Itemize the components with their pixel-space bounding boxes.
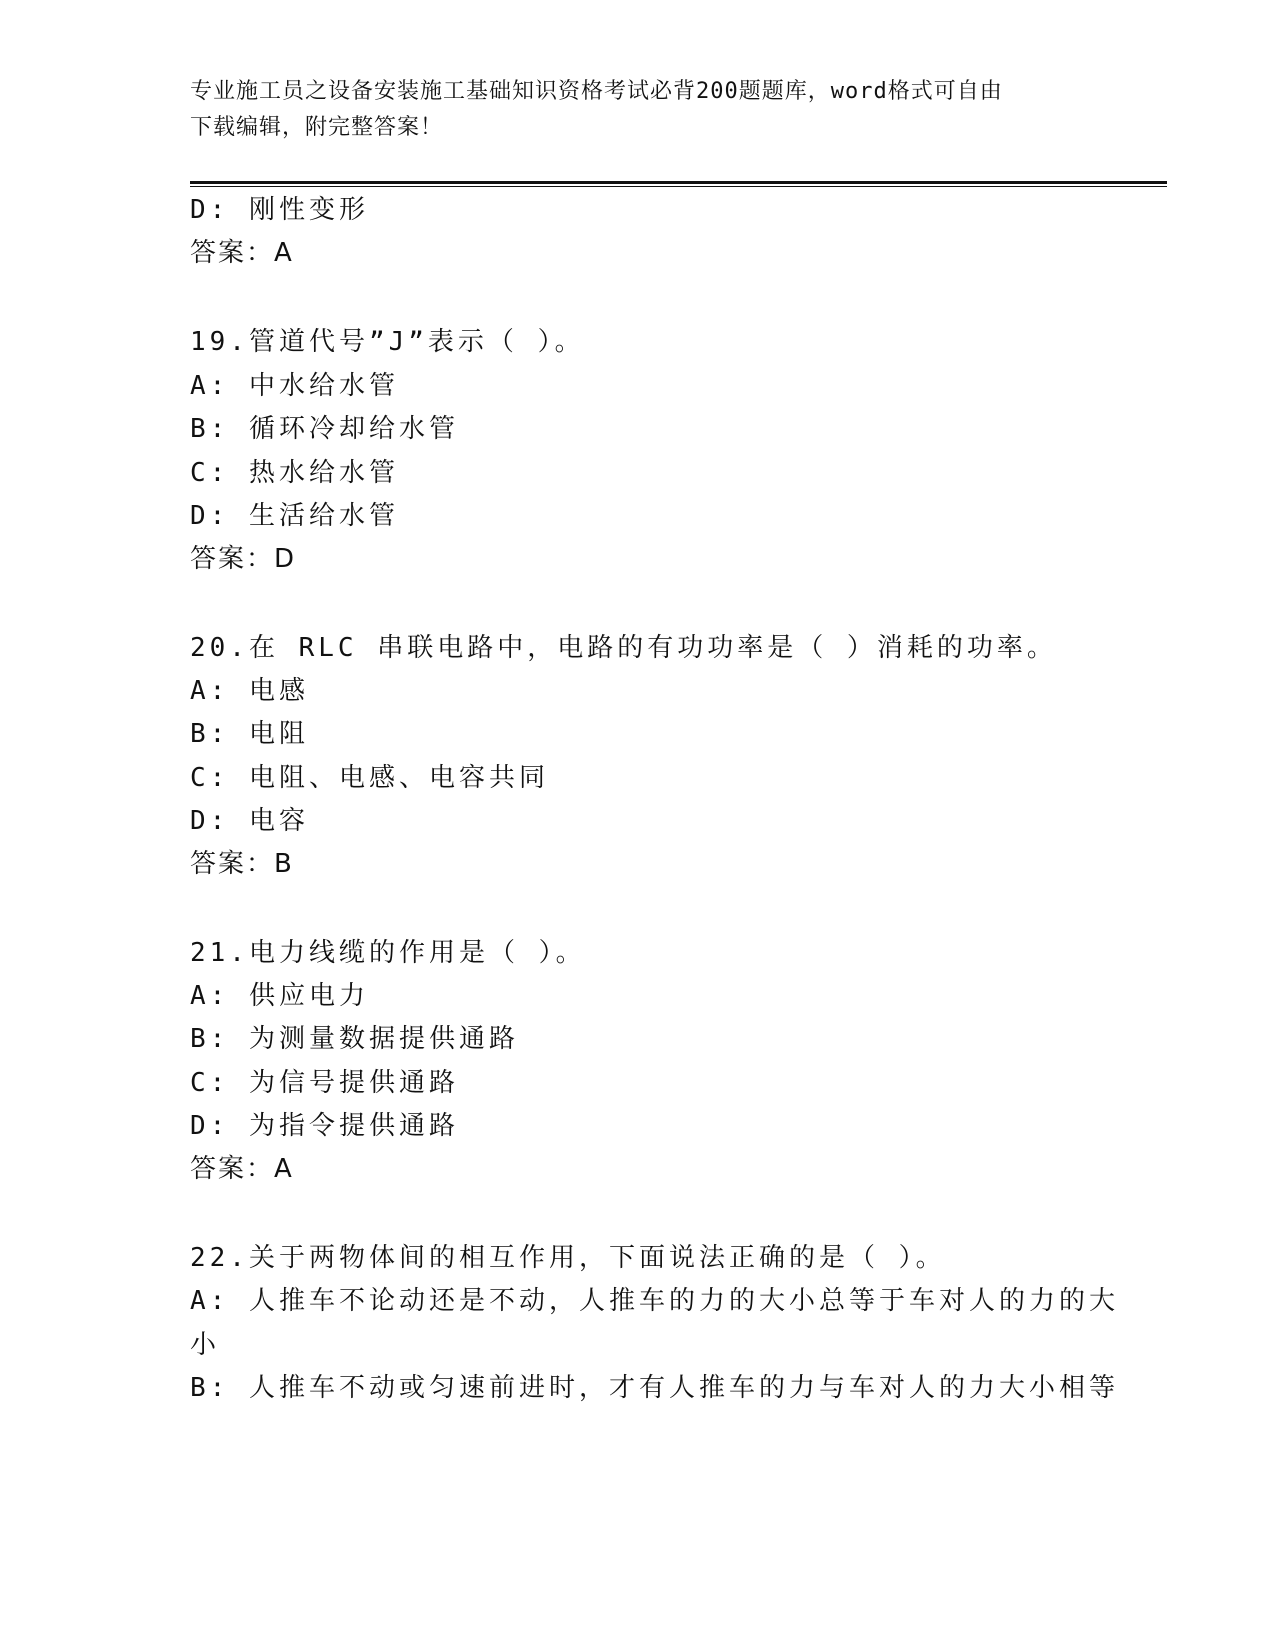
question-19-option-b: B: 循环冷却给水管 xyxy=(190,414,459,444)
header-line-2: 下载编辑，附完整答案！ xyxy=(190,115,444,140)
question-21-stem: 21.电力线缆的作用是（ ）。 xyxy=(190,938,586,968)
question-21-option-c: C: 为信号提供通路 xyxy=(190,1068,459,1098)
question-20-option-c: C: 电阻、电感、电容共同 xyxy=(190,763,549,793)
question-22-option-b: B: 人推车不动或匀速前进时，才有人推车的力与车对人的力大小相等 xyxy=(190,1373,1119,1403)
prev-answer xyxy=(190,236,292,270)
question-19-answer xyxy=(190,542,294,576)
question-21-answer xyxy=(190,1152,292,1186)
answer-label: 答案： xyxy=(190,238,275,268)
header-divider-thin xyxy=(190,186,1167,187)
answer-label: 答案： xyxy=(190,849,275,879)
header-line-1: 专业施工员之设备安装施工基础知识资格考试必背200题题库，word格式可自由 xyxy=(190,79,1003,104)
question-20-stem: 20.在 RLC 串联电路中，电路的有功功率是（ ）消耗的功率。 xyxy=(190,633,1057,663)
question-22-option-a-continued: 小 xyxy=(190,1330,221,1360)
answer-label: 答案： xyxy=(190,1154,275,1184)
question-20-option-b: B: 电阻 xyxy=(190,719,309,749)
question-19-option-c: C: 热水给水管 xyxy=(190,458,399,488)
question-21-option-d: D: 为指令提供通路 xyxy=(190,1111,459,1141)
answer-key: D xyxy=(274,544,295,574)
answer-key: A xyxy=(274,238,292,268)
question-19-stem: 19.管道代号”J”表示（ ）。 xyxy=(190,327,585,357)
header-divider-thick xyxy=(190,181,1167,184)
document-header xyxy=(190,74,1090,146)
prev-option-d: D: 刚性变形 xyxy=(190,195,369,225)
answer-key: A xyxy=(274,1154,292,1184)
question-22-option-a: A: 人推车不论动还是不动，人推车的力的大小总等于车对人的力的大 xyxy=(190,1286,1119,1316)
question-20-option-d: D: 电容 xyxy=(190,806,309,836)
question-20-option-a: A: 电感 xyxy=(190,676,309,706)
question-19-option-a: A: 中水给水管 xyxy=(190,371,399,401)
question-21-option-a: A: 供应电力 xyxy=(190,981,369,1011)
answer-key: B xyxy=(274,849,292,879)
question-22-stem: 22.关于两物体间的相互作用，下面说法正确的是（ ）。 xyxy=(190,1243,946,1273)
answer-label: 答案： xyxy=(190,544,275,574)
question-21-option-b: B: 为测量数据提供通路 xyxy=(190,1024,519,1054)
question-20-answer xyxy=(190,847,292,881)
question-19-option-d: D: 生活给水管 xyxy=(190,501,399,531)
